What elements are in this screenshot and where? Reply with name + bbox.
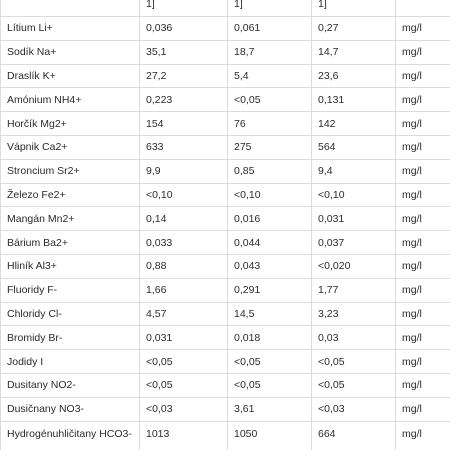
- table-row: [1, 350, 450, 374]
- cell-value-sample-2: 1050: [228, 421, 312, 450]
- table-header-row: [1, 0, 450, 17]
- cell-value-sample-3: 0,037: [312, 231, 396, 255]
- cell-value-sample-2: <0,05: [228, 88, 312, 112]
- cell-parameter-name: Bárium Ba2+: [1, 231, 140, 255]
- cell-value-sample-3: <0,03: [312, 397, 396, 421]
- table-row: [1, 302, 450, 326]
- cell-value-sample-2: 76: [228, 112, 312, 136]
- cell-value-sample-1: 0,88: [140, 254, 228, 278]
- cell-value-sample-1: 35,1: [140, 40, 228, 64]
- cell-value-sample-1: 0,223: [140, 88, 228, 112]
- header-cell-sample-3: 1]: [312, 0, 396, 17]
- cell-value-sample-3: 14,7: [312, 40, 396, 64]
- header-cell-sample-2: 1]: [228, 0, 312, 17]
- cell-parameter-name: Amónium NH4+: [1, 88, 140, 112]
- table-row: [1, 64, 450, 88]
- cell-value-sample-3: 142: [312, 112, 396, 136]
- cell-unit: mg/l: [396, 326, 450, 350]
- table-row: [1, 278, 450, 302]
- cell-value-sample-1: 1013: [140, 421, 228, 450]
- table-row: [1, 88, 450, 112]
- cell-unit: mg/l: [396, 159, 450, 183]
- cell-value-sample-1: 154: [140, 112, 228, 136]
- cell-parameter-name: Železo Fe2+: [1, 183, 140, 207]
- cell-value-sample-1: 9,9: [140, 159, 228, 183]
- cell-value-sample-3: 664: [312, 421, 396, 450]
- table-row: [1, 40, 450, 64]
- cell-unit: mg/l: [396, 350, 450, 374]
- header-cell-sample-1: 1]: [140, 0, 228, 17]
- cell-parameter-name: Stroncium Sr2+: [1, 159, 140, 183]
- cell-unit: mg/l: [396, 64, 450, 88]
- cell-value-sample-2: 0,061: [228, 17, 312, 41]
- cell-unit: mg/l: [396, 421, 450, 450]
- cell-value-sample-2: 0,016: [228, 207, 312, 231]
- cell-value-sample-2: <0,10: [228, 183, 312, 207]
- cell-value-sample-2: 0,044: [228, 231, 312, 255]
- cell-parameter-name: Dusitany NO2-: [1, 373, 140, 397]
- cell-value-sample-1: 27,2: [140, 64, 228, 88]
- cell-value-sample-1: <0,05: [140, 350, 228, 374]
- cell-value-sample-3: <0,10: [312, 183, 396, 207]
- cell-parameter-name: Bromidy Br-: [1, 326, 140, 350]
- cell-value-sample-3: 23,6: [312, 64, 396, 88]
- cell-value-sample-1: 0,033: [140, 231, 228, 255]
- cell-value-sample-3: 1,77: [312, 278, 396, 302]
- table-row: [1, 112, 450, 136]
- cell-unit: mg/l: [396, 88, 450, 112]
- cell-value-sample-3: 564: [312, 135, 396, 159]
- table-row: [1, 231, 450, 255]
- cell-value-sample-2: 5,4: [228, 64, 312, 88]
- cell-value-sample-1: 0,031: [140, 326, 228, 350]
- table-row: [1, 397, 450, 421]
- cell-unit: mg/l: [396, 17, 450, 41]
- cell-parameter-name: Draslík K+: [1, 64, 140, 88]
- cell-parameter-name: Fluoridy F-: [1, 278, 140, 302]
- cell-parameter-name: Sodík Na+: [1, 40, 140, 64]
- cell-value-sample-1: 0,036: [140, 17, 228, 41]
- cell-value-sample-3: 0,131: [312, 88, 396, 112]
- cell-value-sample-3: 0,03: [312, 326, 396, 350]
- cell-parameter-name: Horčík Mg2+: [1, 112, 140, 136]
- cell-value-sample-3: <0,05: [312, 373, 396, 397]
- cell-parameter-name: Dusičnany NO3-: [1, 397, 140, 421]
- table-row: [1, 207, 450, 231]
- header-cell-name: [1, 0, 140, 17]
- table-row: [1, 254, 450, 278]
- cell-unit: mg/l: [396, 135, 450, 159]
- cell-value-sample-2: 0,018: [228, 326, 312, 350]
- cell-value-sample-2: <0,05: [228, 350, 312, 374]
- cell-value-sample-1: 633: [140, 135, 228, 159]
- cell-value-sample-2: 0,043: [228, 254, 312, 278]
- cell-value-sample-3: 0,27: [312, 17, 396, 41]
- table-row: [1, 183, 450, 207]
- cell-unit: mg/l: [396, 207, 450, 231]
- cell-value-sample-3: 3,23: [312, 302, 396, 326]
- table-row: [1, 159, 450, 183]
- cell-value-sample-1: <0,03: [140, 397, 228, 421]
- cell-value-sample-1: 0,14: [140, 207, 228, 231]
- cell-unit: mg/l: [396, 254, 450, 278]
- table-row: [1, 17, 450, 41]
- cell-parameter-name: Hydrogénuhličitany HCO3-: [1, 421, 140, 450]
- cell-value-sample-2: 14,5: [228, 302, 312, 326]
- cell-value-sample-2: 18,7: [228, 40, 312, 64]
- cell-unit: mg/l: [396, 40, 450, 64]
- header-cell-unit: [396, 0, 450, 17]
- cell-value-sample-2: <0,05: [228, 373, 312, 397]
- cell-unit: mg/l: [396, 397, 450, 421]
- cell-unit: mg/l: [396, 278, 450, 302]
- cell-value-sample-3: 0,031: [312, 207, 396, 231]
- cell-value-sample-1: <0,10: [140, 183, 228, 207]
- cell-unit: mg/l: [396, 231, 450, 255]
- table-body: [1, 17, 450, 450]
- table-row: [1, 421, 450, 450]
- cell-value-sample-1: 1,66: [140, 278, 228, 302]
- cell-value-sample-3: <0,05: [312, 350, 396, 374]
- table-row: [1, 373, 450, 397]
- cell-value-sample-2: 3,61: [228, 397, 312, 421]
- table-row: [1, 326, 450, 350]
- cell-parameter-name: Vápnik Ca2+: [1, 135, 140, 159]
- cell-value-sample-2: 0,291: [228, 278, 312, 302]
- cell-unit: mg/l: [396, 302, 450, 326]
- cell-parameter-name: Chloridy Cl-: [1, 302, 140, 326]
- cell-unit: mg/l: [396, 183, 450, 207]
- cell-value-sample-3: 9,4: [312, 159, 396, 183]
- cell-value-sample-2: 0,85: [228, 159, 312, 183]
- cell-unit: mg/l: [396, 373, 450, 397]
- cell-value-sample-1: 4,57: [140, 302, 228, 326]
- cell-unit: mg/l: [396, 112, 450, 136]
- cell-parameter-name: Hliník Al3+: [1, 254, 140, 278]
- cell-parameter-name: Jodidy I: [1, 350, 140, 374]
- cell-parameter-name: Mangán Mn2+: [1, 207, 140, 231]
- cell-value-sample-1: <0,05: [140, 373, 228, 397]
- cell-value-sample-3: <0,020: [312, 254, 396, 278]
- table-row: [1, 135, 450, 159]
- cell-value-sample-2: 275: [228, 135, 312, 159]
- cell-parameter-name: Lítium Li+: [1, 17, 140, 41]
